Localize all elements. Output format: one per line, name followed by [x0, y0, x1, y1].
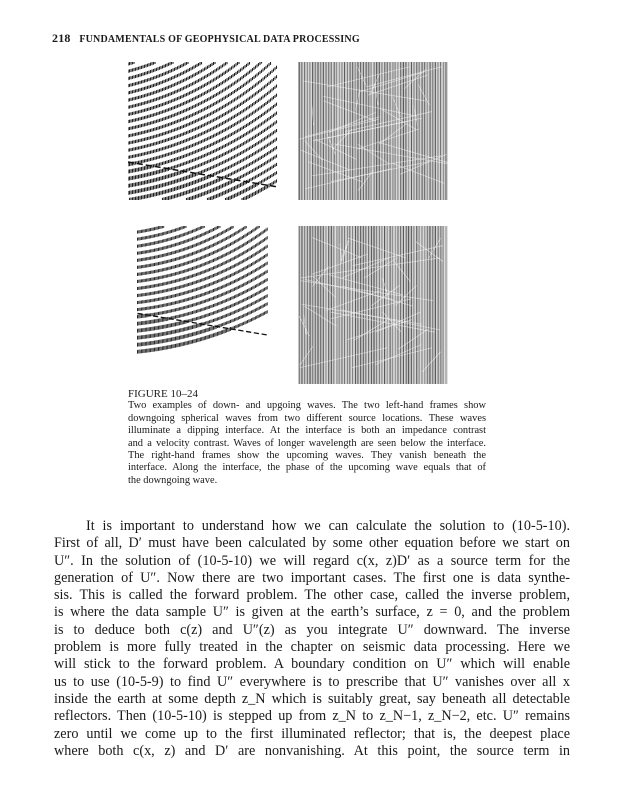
- caption-line: Two examples of down- and upgoing waves. The two left-hand frames show: [128, 400, 486, 412]
- body-line: inside the earth at some depth z_N which is suitably great, say beneath all detectable: [54, 690, 570, 707]
- figure-panel-downgoing-top-left: [128, 62, 278, 200]
- page-number: 218: [52, 31, 71, 45]
- upgoing-wave-streak: [422, 352, 440, 372]
- body-line: sis. This is called the forward problem. The other case, called the inverse problem,: [54, 587, 570, 604]
- upgoing-wave-streak: [303, 81, 426, 101]
- body-line: U″. In the solution of (10-5-10) we will regard c(x, z)D′ as a source term for the: [54, 552, 570, 569]
- upgoing-wave-streak: [315, 139, 356, 159]
- body-line: zero until we come up to the first illuminated reflector; that is, the deepest place: [54, 725, 570, 742]
- caption-line: The right-hand frames show the upcoming waves. They vanish beneath the: [128, 450, 486, 462]
- upgoing-wave-streak: [375, 345, 421, 365]
- caption-line: and a velocity contrast. Waves of longer wavelength are seen below the interface.: [128, 437, 486, 449]
- running-header: [52, 31, 360, 46]
- body-line: problem is more fully treated in the chapter on seismic data processing. Here we: [54, 639, 570, 656]
- figure-panel-downgoing-bottom-left: [128, 226, 278, 364]
- figure-caption: [128, 388, 486, 487]
- body-line: generation of U″. Now there are two important cases. The first one is data synthe-: [54, 569, 570, 586]
- body-line: us to use (10-5-9) to find U″ everywhere is to prescribe that U″ vanishes over all x: [54, 673, 570, 690]
- body-text: [54, 518, 570, 760]
- body-line: is where the data sample U″ is given at the earth’s surface, z = 0, and the problem: [54, 604, 570, 621]
- figure-panel-upgoing-top-right: [298, 62, 448, 200]
- body-line: will stick to the forward problem. A boundary condition on U″ which will enable: [54, 656, 570, 673]
- caption-line: downgoing spherical waves from two different source locations. These waves: [128, 412, 486, 424]
- body-line: where both c(x, z) and D′ are nonvanishing. At this point, the source term in: [54, 742, 570, 759]
- upgoing-wave-streak: [300, 345, 314, 365]
- body-line: It is important to understand how we can calculate the solution to (10-5-10).: [86, 518, 570, 534]
- figure-panel-upgoing-bottom-right: [298, 226, 448, 384]
- upgoing-wave-streak: [329, 275, 403, 295]
- body-line: is to deduce both c(z) and U″(z) as you integrate U″ downward. The inverse: [54, 621, 570, 638]
- body-line: First of all, D′ must have been calculated by some other equation before we start on: [54, 535, 570, 552]
- caption-line: interface. Along the interface, the phase of the upcoming wave equals that of: [128, 462, 486, 474]
- caption-line: the downgoing wave.: [128, 474, 218, 486]
- caption-line: illuminate a dipping interface. At the interface is both an impedance contrast: [128, 425, 486, 437]
- running-title: FUNDAMENTALS OF GEOPHYSICAL DATA PROCESSING: [79, 34, 360, 45]
- figure-title: FIGURE 10–24: [128, 388, 198, 400]
- body-line: reflectors. Then (10-5-10) is stepped up from z_N to z_N−1, z_N−2, etc. U″ remains: [54, 708, 570, 725]
